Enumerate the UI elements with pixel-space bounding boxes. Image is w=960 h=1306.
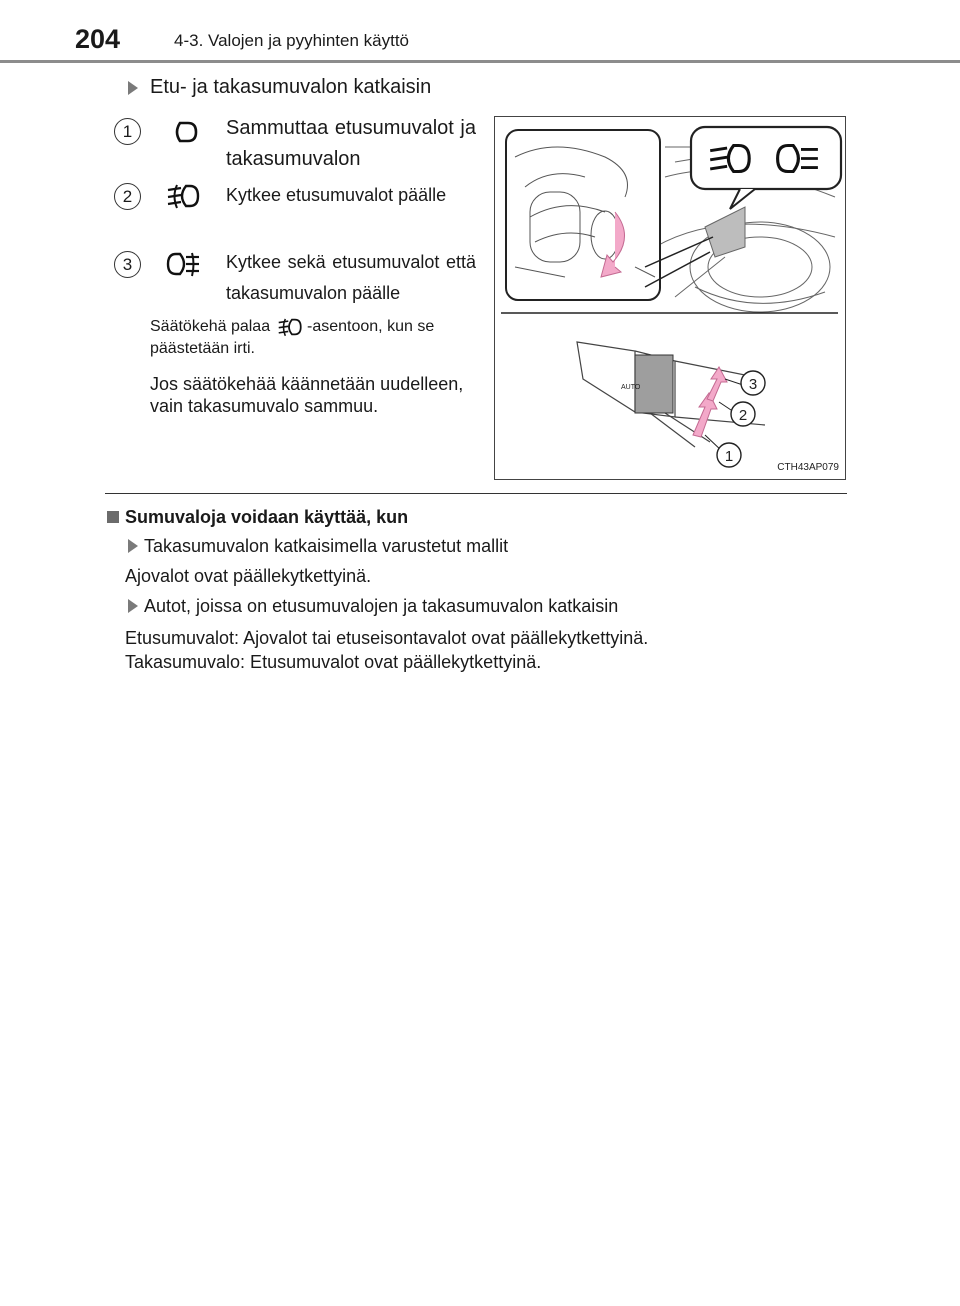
callout-1-label: 1 [724, 448, 734, 465]
item-text-2: Kytkee etusumuvalot päälle [226, 185, 447, 205]
section-divider [105, 493, 847, 494]
section2-heading [107, 505, 408, 529]
section2-heading-text: Sumuvaloja voidaan käyttää, kun [125, 507, 409, 527]
figure-code: CTH43AP079 [777, 462, 839, 473]
bullet-1-body: Ajovalot ovat päällekytkettyinä. [125, 566, 372, 586]
bullet-1-text: Takasumuvalon katkaisimella varustetut mallit [144, 536, 509, 556]
note2-paragraph: Jos säätökehää käännetään uudelleen, vain takasumuvalo sammuu. [150, 374, 464, 416]
subheading [128, 76, 431, 99]
front-fog-light-icon [275, 316, 303, 338]
triangle-bullet-icon [128, 539, 138, 553]
note-paragraph [150, 316, 480, 360]
item-number-2: 2 [114, 183, 141, 210]
header-rule [0, 60, 960, 63]
front-fog-light-icon [164, 181, 200, 211]
fog-light-off-icon [170, 117, 206, 147]
triangle-bullet-icon [128, 599, 138, 613]
triangle-bullet-icon [128, 81, 138, 95]
callout-2-label: 2 [738, 407, 748, 424]
fog-switch-illustration [495, 117, 844, 478]
switch-auto-label: AUTO [621, 384, 641, 391]
note-text-after: -asentoon, kun se päästetään irti. [150, 318, 435, 358]
bullet-1 [128, 534, 508, 558]
item-text-3: Kytkee sekä etusumuvalot että takasumuvalon päälle [226, 252, 476, 303]
callout-3-label: 3 [748, 376, 758, 393]
item-text-1: Sammuttaa etusumuvalot ja takasumuvalon [226, 117, 476, 170]
item-number-3: 3 [114, 251, 141, 278]
square-bullet-icon [107, 511, 119, 523]
item-number-1: 1 [114, 118, 141, 145]
section-title: 4-3. Valojen ja pyyhinten käyttö [174, 31, 409, 50]
bullet-2-text: Autot, joissa on etusumuvalojen ja takasumuvalon katkaisin [144, 596, 619, 616]
illustration-figure [494, 116, 846, 480]
subheading-text: Etu- ja takasumuvalon katkaisin [150, 76, 432, 98]
bullet-2-line-2: Takasumuvalo: Etusumuvalot ovat päällekytkettyinä. [125, 652, 542, 672]
rear-fog-light-icon [166, 249, 202, 279]
bullet-2-line-1: Etusumuvalot: Ajovalot tai etuseisontavalot ovat päällekytkettyinä. [125, 628, 649, 648]
page-number: 204 [75, 24, 121, 54]
note-text-before: Säätökehä palaa [150, 318, 271, 336]
bullet-2 [128, 594, 618, 618]
